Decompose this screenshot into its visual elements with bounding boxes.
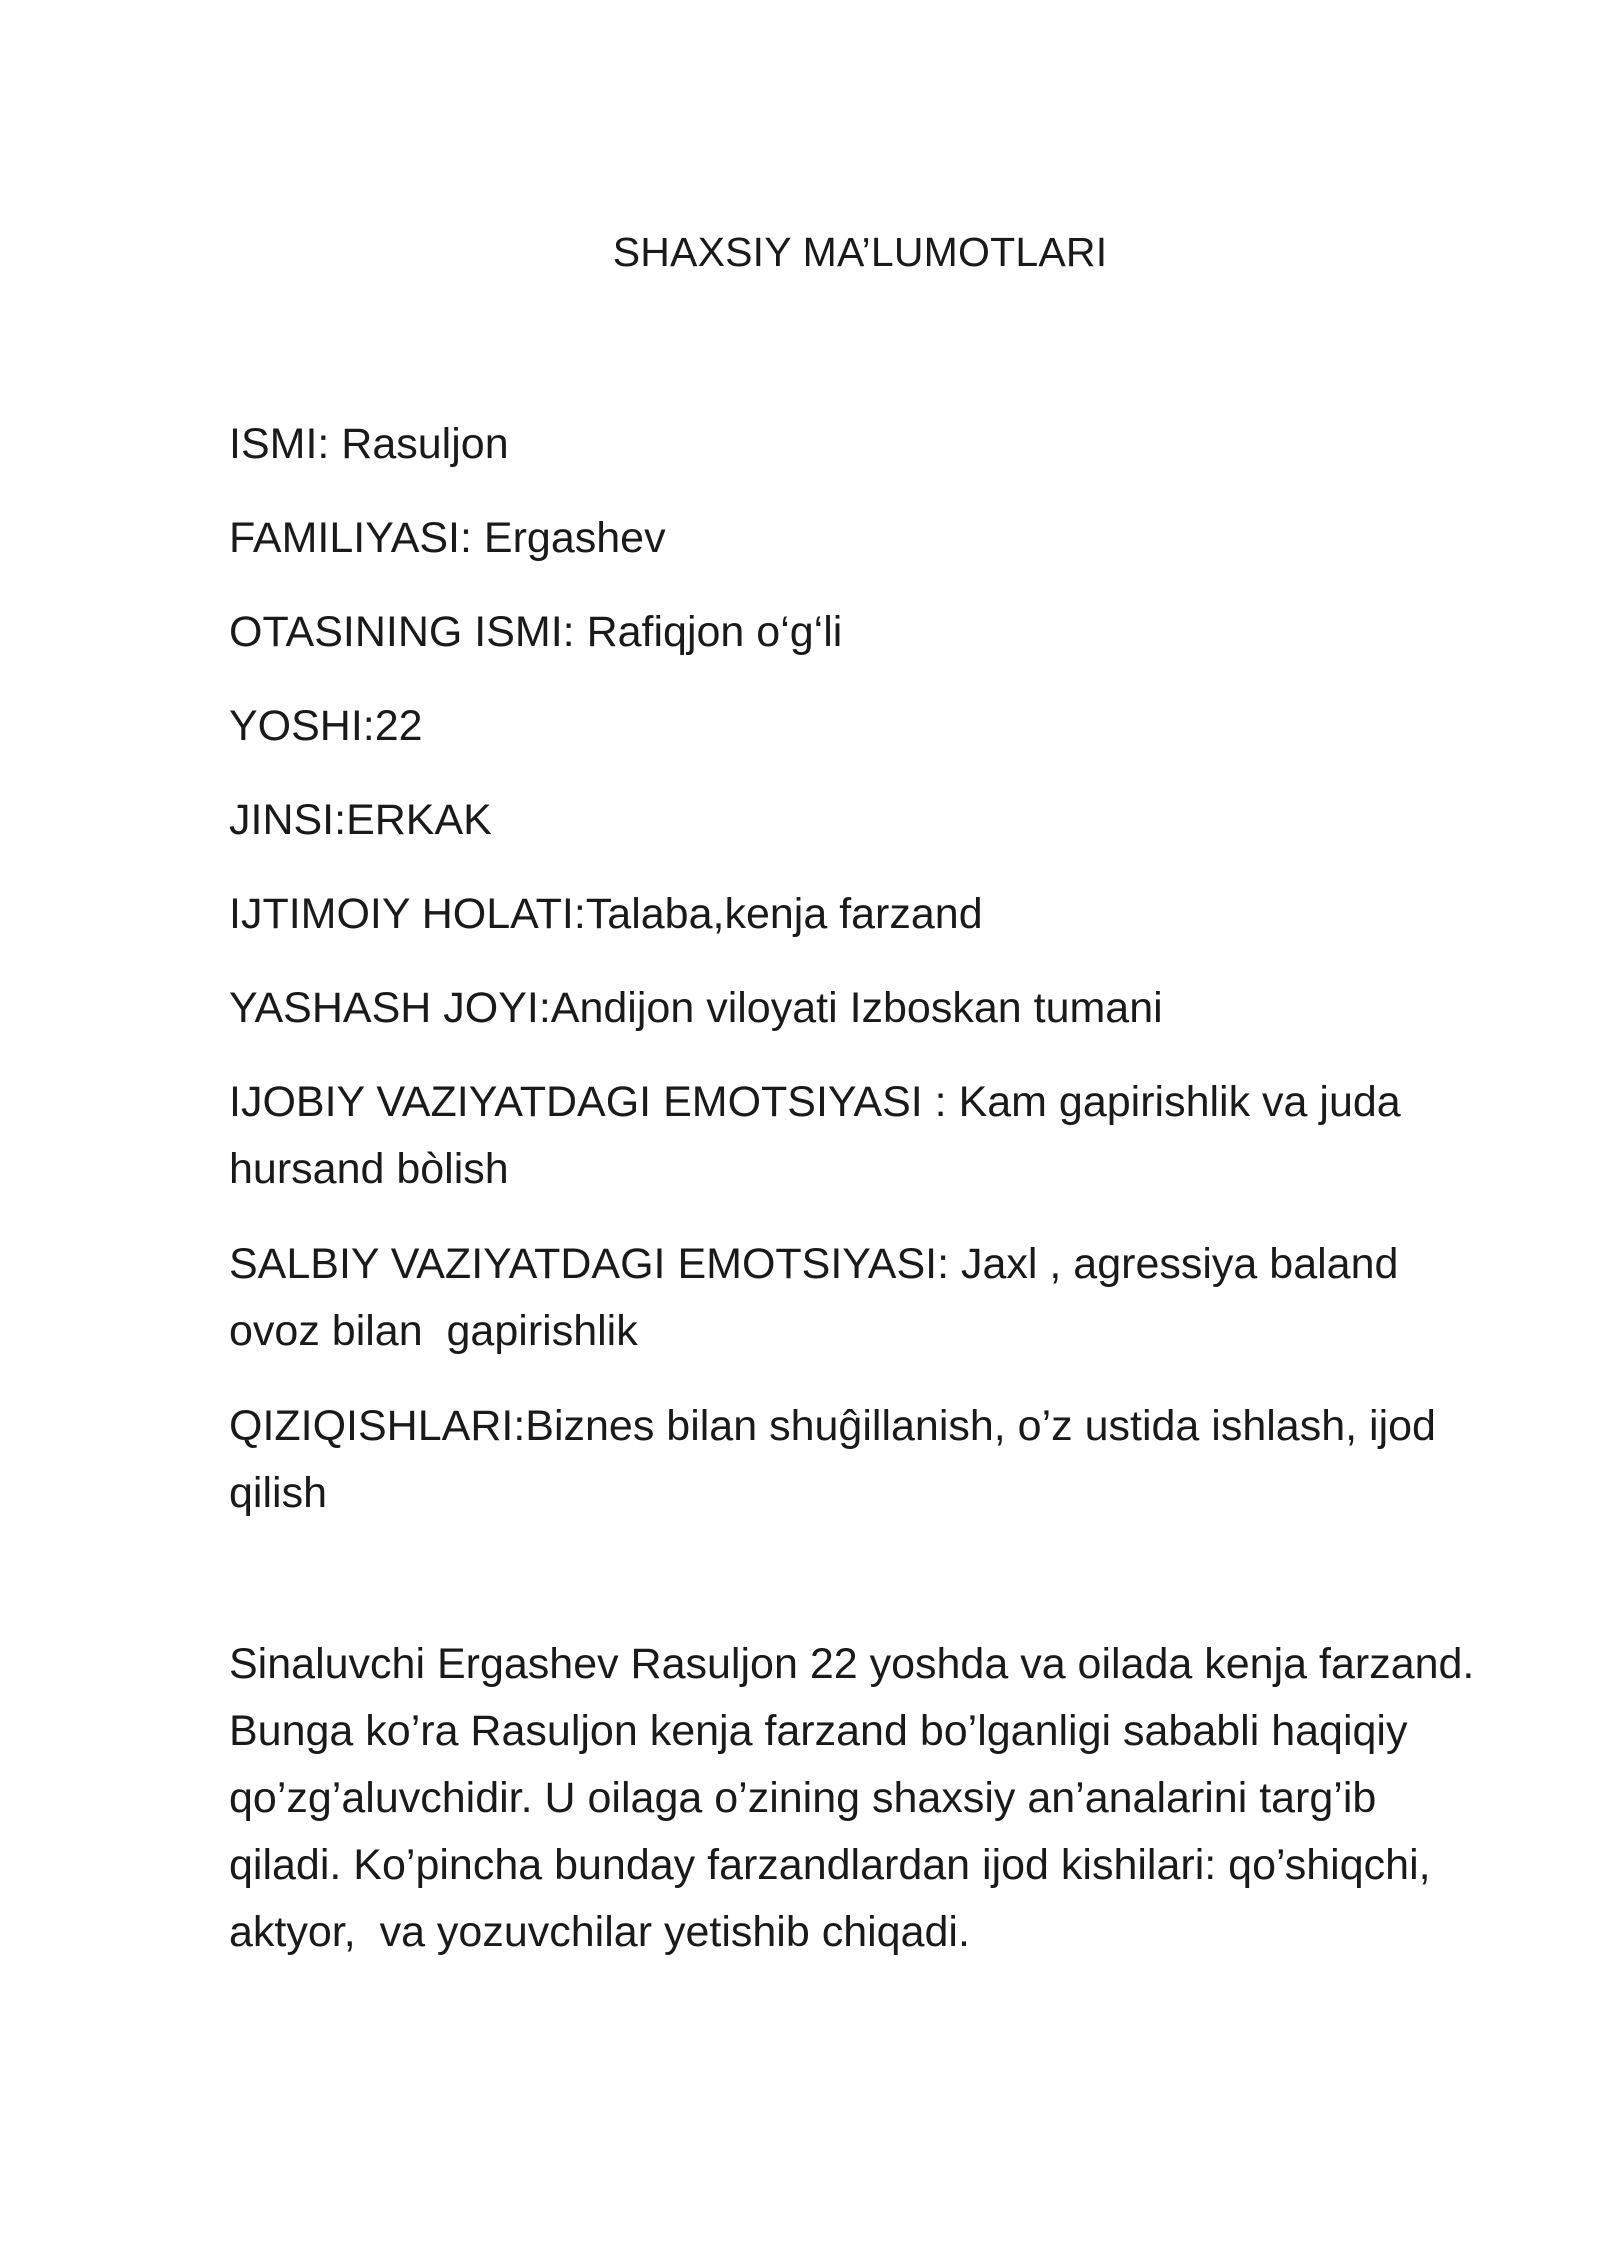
- field-label: IJOBIY VAZIYATDAGI EMOTSIYASI :: [229, 1078, 959, 1126]
- field-label: OTASINING ISMI:: [229, 608, 587, 656]
- field-age: [229, 693, 1499, 759]
- field-name: [229, 411, 1499, 477]
- field-value: Ergashev: [483, 514, 666, 562]
- document-title: SHAXSIY MA’LUMOTLARI: [612, 229, 1108, 275]
- field-label: QIZIQISHLARI:: [229, 1402, 526, 1450]
- field-gender: [229, 787, 1499, 853]
- field-label: SALBIY VAZIYATDAGI EMOTSIYASI:: [229, 1240, 961, 1288]
- field-label: ISMI:: [229, 420, 342, 468]
- field-value: ERKAK: [346, 796, 492, 844]
- field-value: Kam gapirishlik va juda hursand bòlish: [229, 1078, 1413, 1193]
- field-value: Rafiqjon o‘g‘li: [586, 608, 843, 656]
- field-value: Jaxl , agressiya baland ovoz bilan gapirishlik: [229, 1240, 1411, 1355]
- field-label: JINSI:: [229, 796, 347, 844]
- field-label: IJTIMOIY HOLATI:: [229, 890, 586, 938]
- field-value: 22: [374, 702, 423, 750]
- field-label: YOSHI:: [229, 702, 375, 750]
- field-value: Biznes bilan shuĝillanish, o’z ustida ishlash, ijod qilish: [229, 1402, 1448, 1517]
- field-value: Andijon viloyati Izboskan tumani: [550, 984, 1163, 1032]
- field-label: FAMILIYASI:: [229, 514, 484, 562]
- field-patronymic: [229, 599, 1499, 665]
- field-interests: [229, 1393, 1499, 1527]
- field-value: Rasuljon: [341, 420, 509, 468]
- field-social-status: [229, 881, 1499, 947]
- summary-paragraph: Sinaluvchi Ergashev Rasuljon 22 yoshda va oilada kenja farzand. Bunga ko’ra Rasuljon kenja farzand bo’lganligi sababli haqiqiy qo’zg’aluvchidir. U oilaga o’zining shaxsiy an’analarini targ’ib qiladi. Ko’pincha bunday farzandlardan ijod kishilari: qo’shiqchi, aktyor, va yozuvchilar yetishib chiqadi.: [229, 1640, 1487, 1956]
- field-label: YASHASH JOYI:: [229, 984, 551, 1032]
- field-residence: [229, 975, 1499, 1041]
- field-positive-emotion: [229, 1069, 1499, 1203]
- personal-info-section: [229, 411, 1499, 1966]
- field-negative-emotion: [229, 1231, 1499, 1365]
- field-value: Talaba,kenja farzand: [585, 890, 983, 938]
- field-surname: [229, 505, 1499, 571]
